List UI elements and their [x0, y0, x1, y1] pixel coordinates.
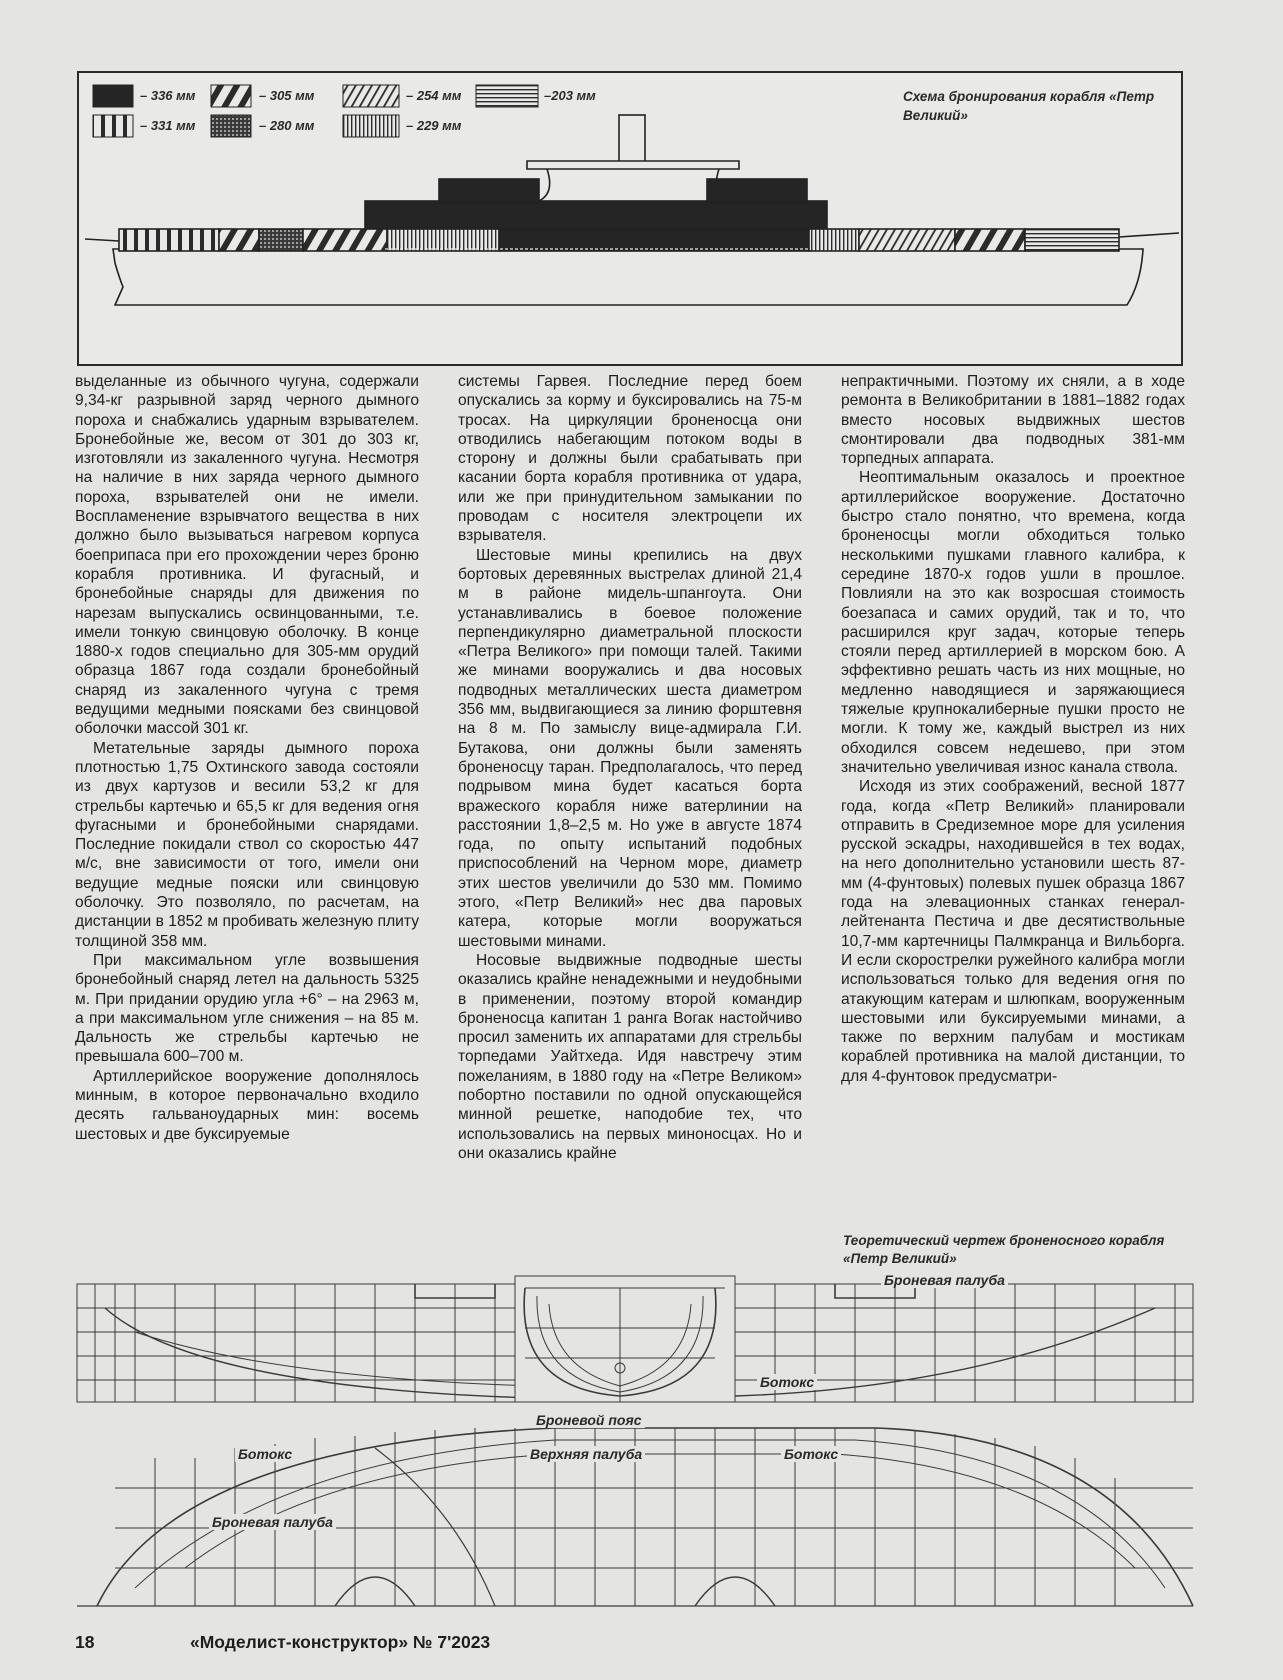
- paragraph: Артиллерийское вооружение дополнялось минным, в которое первоначально входило десять гальваноударных мин: восемь шестовых и две буксируемые: [75, 1067, 419, 1143]
- legend-swatch-229: [343, 115, 399, 137]
- label-armor-belt: Броневой пояс: [533, 1412, 645, 1428]
- paragraph: Метательные заряды дымного пороха плотностью 1,75 Охтинского завода состояли из двух картузов и весили 53,2 кг для стрельбы картечью и 65,5 кг для ведения огня фугасными и бронебойными снарядами. Последние покидали ствол со скоростью 447 м/с, вне зависимости от того, имели они ведущие медные пояски или свинцовую оболочку. Это позволяло, по расчетам, на дистанции в 1852 м пробивать железную плиту толщиной 358 мм.: [75, 739, 419, 950]
- paragraph: выделанные из обычного чугуна, содержали 9,34-кг разрывной заряд черного дымного пороха и снабжались ударным взрывателем. Бронебойные же, весом от 301 до 303 кг, изготовляли из закаленного чугуна. Несмотря на наличие в них заряда черного дымного пороха, взрывателей они не имели. Воспламенение взрывчатого вещества в них должно было вызываться нагревом корпуса боеприпаса при его прохождении через броню корабля противника. И фугасный, и бронебойные снаряды для движения по нарезам выпускались освинцованными, т.е. имели тонкую свинцовую оболочку. В конце 1880-х годов специально для 305-мм орудий образца 1867 года создали бронебойный снаряд из закаленного чугуна с тремя ведущими медными поясками без свинцовой оболочки массой 301 кг.: [75, 373, 419, 738]
- legend-swatch-280: [211, 115, 251, 137]
- paragraph: системы Гарвея. Последние перед боем опускались за корму и буксировались на 75-м тросах. На циркуляции броненосца они отводились набегающим потоком воды в сторону и должны были срабатывать при касании борта корабля противника от удара, или же при принудительном замыкании по проводам с носителя электроцепи их взрывателя.: [458, 373, 802, 545]
- legend-label-203: –203 мм: [544, 88, 596, 103]
- text-column-1: [75, 372, 419, 1144]
- label-armor-deck-top: Броневая палуба: [881, 1272, 1008, 1288]
- legend-label-229: – 229 мм: [406, 118, 462, 133]
- legend-label-254: – 254 мм: [406, 88, 462, 103]
- article-body: [75, 372, 1209, 1252]
- label-buttocks-right: Ботокс: [781, 1446, 841, 1462]
- legend-swatch-336: [93, 85, 133, 107]
- legend-swatch-203: [476, 85, 538, 107]
- text-column-2: [458, 372, 802, 1163]
- paragraph: Носовые выдвижные подводные шесты оказались крайне ненадежными и неудобными в применении, поэтому второй командир броненосца капитан 1 ранга Вогак настойчиво просил заменить их аппаратами для стрельбы торпедами Уайтхеда. Идя навстречу этим пожеланиям, в 1880 году на «Петре Великом» побортно поставили по одной опускающейся минной решетке, наподобие тех, что использовались на первых миноносцах. Но и они оказались крайне: [458, 951, 802, 1162]
- label-armor-deck-bottom: Броневая палуба: [209, 1514, 336, 1530]
- lines-drawing: [75, 1268, 1195, 1625]
- label-buttocks-top: Ботокс: [757, 1374, 817, 1390]
- legend-swatch-254: [343, 85, 399, 107]
- profile-bow-panel: [77, 1284, 535, 1402]
- paragraph: При максимальном угле возвышения бронебойный снаряд летел на дальность 5325 м. При придании орудию угла +6° – на 2963 м, а при максимальном угле снижения – на 85 м. Дальность же стрельбы картечью не превышала 600–700 м.: [75, 951, 419, 1066]
- legend-label-280: – 280 мм: [259, 118, 315, 133]
- legend-label-331: – 331 мм: [140, 118, 196, 133]
- armor-scheme-caption: Схема бронирования корабля «Петр Великий»: [903, 89, 1155, 123]
- legend-label-336: – 336 мм: [140, 88, 196, 103]
- page-number: 18: [75, 1632, 95, 1652]
- legend-swatch-305: [211, 85, 251, 107]
- legend-swatch-331: [93, 115, 133, 137]
- magazine-title: «Моделист-конструктор» № 7'2023: [190, 1632, 491, 1652]
- lines-drawing-caption: Теоретический чертеж броненосного корабля «Петр Великий»: [843, 1233, 1165, 1266]
- text-column-3: [841, 372, 1185, 1086]
- legend-label-305: – 305 мм: [259, 88, 315, 103]
- lines-drawing-svg: [75, 1268, 1195, 1620]
- label-upper-deck: Верхняя палуба: [527, 1446, 645, 1462]
- paragraph: Неоптимальным оказалось и проектное артиллерийское вооружение. Достаточно быстро стало понятно, что времена, когда броненосцы могли обходиться только несколькими пушками главного калибра, к середине 1870-х годов ушли в прошлое. Повлияли на это как возросшая стоимость боезапаса и самих орудий, так и то, что расширился круг задач, которые теперь стояли перед артиллерией в морском бою. А эффективно решать часть из них мощные, но медленно наводящиеся и заряжающиеся тяжелые крупнокалиберные пушки просто не могли. К тому же, каждый выстрел из них обходился совсем недешево, при этом значительно увеличивая износ канала ствола.: [841, 469, 1185, 776]
- paragraph: Исходя из этих соображений, весной 1877 года, когда «Петр Великий» планировали отправить в Средиземное море для усиления русской эскадры, находившейся в тех водах, на него дополнительно установили шесть 87-мм (4-фунтовых) полевых пушек образца 1867 года на элевационных станках генерал-лейтенанта Пестича и две десятиствольные 10,7-мм картечницы Палмкранца и Вильборга. И если скорострелки ружейного калибра могли использоваться только для ведения огня по атакующим катерам и шлюпкам, вооруженным шестовыми или буксируемыми минами, а также по верхним палубам и мостикам кораблей противника на малой дистанции, то для 4-фунтовок предусматри-: [841, 778, 1185, 1085]
- paragraph: непрактичными. Поэтому их сняли, а в ходе ремонта в Великобритании в 1881–1882 годах вместо носовых выдвижных шестов смонтировали два подводных 381-мм торпедных аппарата.: [841, 373, 1185, 468]
- armor-scheme-figure: [77, 71, 1183, 366]
- body-plan-panel: [515, 1276, 735, 1402]
- paragraph: Шестовые мины крепились на двух бортовых деревянных выстрелах длиной 21,4 м в районе мидель-шпангоута. Они устанавливались в боевое положение перпендикулярно диаметральной плоскости «Петра Великого» при помощи талей. Такими же минами вооружались и два носовых подводных металлических шеста диаметром 356 мм, выдвигающиеся за линию форштевня на 8 м. По замыслу вице-адмирала Г.И. Бутакова, они должны были заменять броненосцу таран. Предполагалось, что перед подрывом мина будет касаться борта вражеского корабля ниже ватерлинии на расстоянии 1,8–2,5 м. Но уже в августе 1874 года, по опыту испытаний подобных приспособлений на Черном море, диаметр этих шестов увеличили до 530 мм. Помимо этого, «Петр Великий» нес два паровых катера, которые могли вооружаться шестовыми минами.: [458, 546, 802, 950]
- ship-profile: [85, 115, 1179, 305]
- label-buttocks-left: Ботокс: [235, 1446, 295, 1462]
